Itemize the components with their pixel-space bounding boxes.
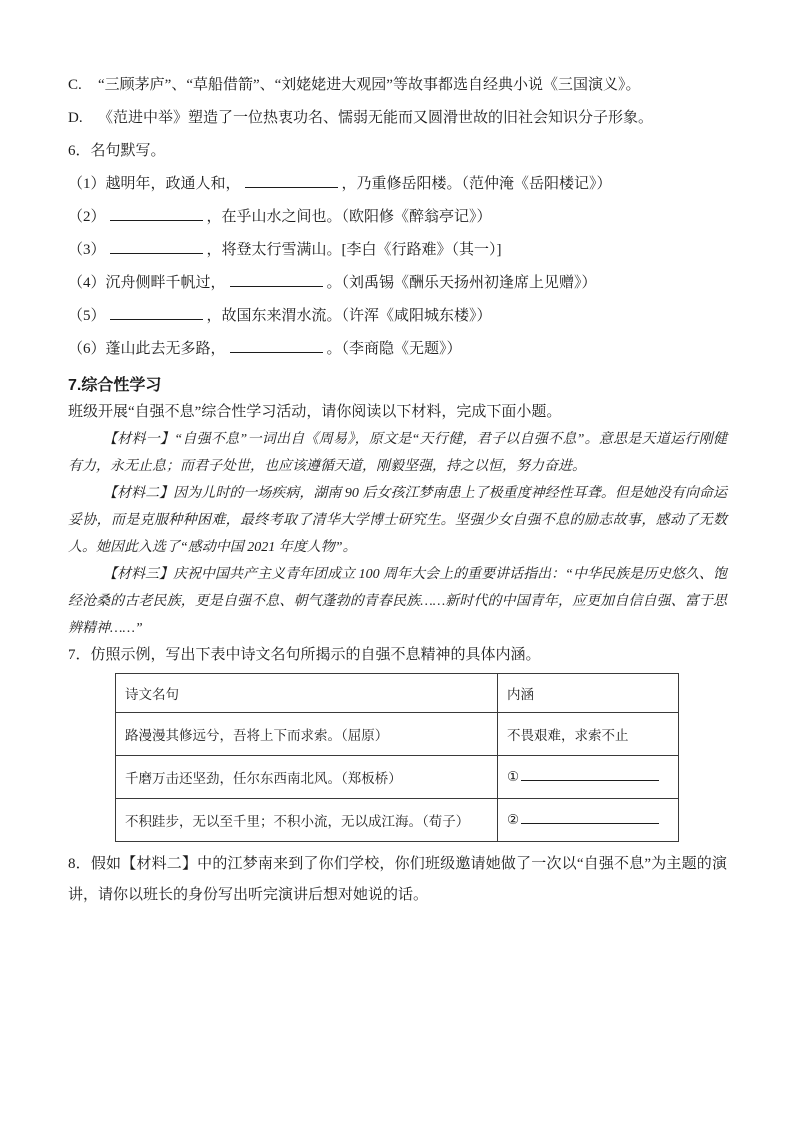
quotes-table [115, 673, 679, 842]
table-row [116, 756, 679, 799]
answer-blank [245, 187, 338, 188]
option-c-label: C. [68, 77, 82, 93]
material-2-label: 【材料二】 [103, 486, 174, 501]
option-d-text: 《范进中举》塑造了一位热衷功名、懦弱无能而又圆滑世故的旧社会知识分子形象。 [98, 110, 654, 126]
q6-item-4 [68, 267, 727, 300]
table-row [116, 799, 679, 842]
row-2-quote: 千磨万击还坚劲，任尔东西南北风。（郑板桥） [116, 756, 498, 799]
option-c [68, 69, 727, 102]
q7-intro: 班级开展“自强不息”综合性学习活动，请你阅读以下材料，完成下面小题。 [68, 404, 562, 420]
material-1-label: 【材料一】 [103, 432, 175, 447]
material-3 [68, 561, 727, 642]
answer-blank [110, 253, 203, 254]
answer-blank [110, 220, 203, 221]
q8-text: 8．假如【材料二】中的江梦南来到了你们学校，你们班级邀请她做了一次以“自强不息”为主题的演讲，请你以班长的身份写出听完演讲后想对她说的话。 [68, 856, 727, 903]
q6-item-3-pre: （3） [68, 242, 106, 258]
q6-item-6 [68, 333, 727, 366]
q6-item-2-post: ，在乎山水之间也。（欧阳修《醉翁亭记》） [206, 209, 492, 225]
material-3-label: 【材料三】 [103, 567, 174, 582]
option-d [68, 102, 727, 135]
q6-item-5-pre: （5） [68, 308, 106, 324]
material-3-text: 庆祝中国共产主义青年团成立 100 周年大会上的重要讲话指出：“中华民族是历史悠久、饱经沧桑的古老民族，更是自强不息、朝气蓬勃的青春民族……新时代的中国青年，应更加自信自强、富于思辨精神……” [68, 567, 727, 636]
row-3-circled-number: ② [507, 812, 520, 827]
row-3-meaning [498, 799, 679, 842]
option-c-text: “三顾茅庐”、“草船借箭”、“刘姥姥进大观园”等故事都选自经典小说《三国演义》。 [98, 77, 641, 93]
q6-item-1 [68, 168, 727, 201]
answer-blank [110, 319, 203, 320]
q6-item-6-pre: （6）蓬山此去无多路， [68, 341, 226, 357]
q6-item-6-post: 。（李商隐《无题》） [326, 341, 462, 357]
q6-item-4-post: 。（刘禹锡《酬乐天扬州初逢席上见赠》） [326, 275, 597, 291]
answer-blank [230, 352, 323, 353]
q6-item-3 [68, 234, 727, 267]
row-1-quote: 路漫漫其修远兮，吾将上下而求索。（屈原） [116, 713, 498, 756]
row-3-quote: 不积跬步，无以至千里；不积小流，无以成江海。（荀子） [116, 799, 498, 842]
q6-title: 6．名句默写。 [68, 143, 166, 159]
row-1-meaning: 不畏艰难，求索不止 [498, 713, 679, 756]
q7-sub-question: 7．仿照示例，写出下表中诗文名句所揭示的自强不息精神的具体内涵。 [68, 647, 541, 663]
material-2-text: 因为儿时的一场疾病，湖南 90 后女孩江梦南患上了极重度神经性耳聋。但是她没有向命运妥协，而是克服种种困难，最终考取了清华大学博士研究生。坚强少女自强不息的励志故事，感动了无数人。她因此入选了“感动中国 2021 年度人物”。 [68, 486, 728, 555]
row-2-circled-number: ① [507, 769, 520, 784]
row-2-meaning [498, 756, 679, 799]
q6-item-2-pre: （2） [68, 209, 106, 225]
table-header-row [116, 674, 679, 713]
q6-item-2 [68, 201, 727, 234]
answer-blank [230, 286, 323, 287]
option-d-label: D. [68, 110, 83, 126]
material-1-text: “自强不息”一词出自《周易》，原文是“天行健，君子以自强不息”。意思是天道运行刚健有力，永无止息；而君子处世，也应该遵循天道，刚毅坚强，持之以恒，努力奋进。 [68, 432, 727, 474]
q6-item-1-pre: （1）越明年，政通人和， [68, 176, 241, 192]
material-2 [68, 480, 727, 561]
answer-blank [521, 780, 659, 781]
q6-item-3-post: ，将登太行雪满山。[李白《行路难》（其一）] [206, 242, 502, 258]
table-row [116, 713, 679, 756]
q6-item-5-post: ，故国东来渭水流。（许浑《咸阳城东楼》） [206, 308, 492, 324]
q6-item-5 [68, 300, 727, 333]
q6-item-1-post: ，乃重修岳阳楼。（范仲淹《岳阳楼记》） [341, 176, 612, 192]
answer-blank [521, 823, 659, 824]
header-meaning: 内涵 [498, 674, 679, 713]
material-1 [68, 426, 727, 480]
q7-heading: 7.综合性学习 [68, 377, 162, 394]
q6-item-4-pre: （4）沉舟侧畔千帆过， [68, 275, 226, 291]
page-content [68, 69, 727, 911]
header-quote: 诗文名句 [116, 674, 498, 713]
